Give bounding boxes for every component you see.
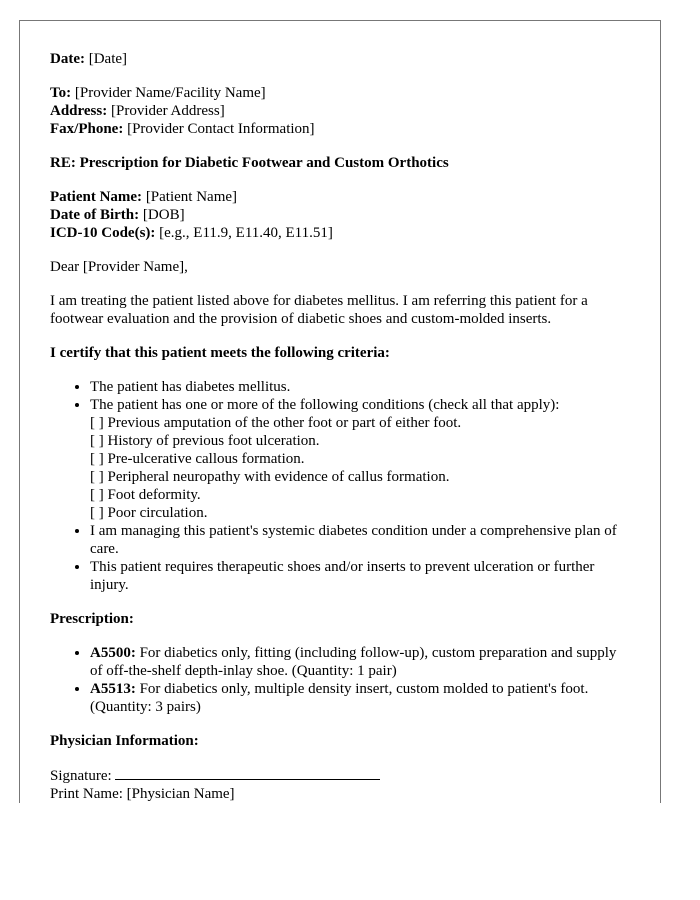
condition-callous: [ ] Pre-ulcerative callous formation. xyxy=(90,451,305,467)
letter-document xyxy=(19,20,661,803)
signature-line xyxy=(50,766,630,785)
condition-ulceration: [ ] History of previous foot ulceration. xyxy=(90,433,320,449)
condition-deformity: [ ] Foot deformity. xyxy=(90,487,201,503)
fax-value: [Provider Contact Information] xyxy=(127,121,315,137)
icd-line xyxy=(50,224,630,242)
physician-heading xyxy=(50,732,630,750)
criteria-list xyxy=(50,378,630,594)
criteria-item-conditions xyxy=(90,396,630,522)
prescription-heading xyxy=(50,610,630,628)
intro-paragraph: I am treating the patient listed above for diabetes mellitus. I am referring this patient for a footwear evaluation and the provision of diabetic shoes and custom-molded inserts. xyxy=(50,293,588,327)
date-label: Date: xyxy=(50,51,85,67)
criteria-heading-text: I certify that this patient meets the following criteria: xyxy=(50,345,390,361)
criteria-item-requires: • This patient requires therapeutic shoes and/or inserts to prevent ulceration or further injury. xyxy=(90,558,630,594)
criteria-conditions-text: The patient has one or more of the following conditions (check all that apply): xyxy=(90,397,560,413)
prescription-item-a5513 xyxy=(90,680,630,716)
address-label: Address: xyxy=(50,103,108,119)
condition-amputation: [ ] Previous amputation of the other foot or part of either foot. xyxy=(90,415,462,431)
criteria-item-managing: • I am managing this patient's systemic diabetes condition under a comprehensive plan of care. xyxy=(90,522,630,558)
condition-neuropathy: [ ] Peripheral neuropathy with evidence of callus formation. xyxy=(90,469,450,485)
dob-label: Date of Birth: xyxy=(50,207,140,223)
address-line xyxy=(50,102,630,120)
fax-line xyxy=(50,120,630,138)
prescription-heading-text: Prescription: xyxy=(50,611,134,627)
icd-label: ICD-10 Code(s): xyxy=(50,225,156,241)
patient-name-line xyxy=(50,188,630,206)
subject-line xyxy=(50,154,630,172)
to-line xyxy=(50,84,630,102)
dob-value: [DOB] xyxy=(142,207,185,223)
condition-circulation: [ ] Poor circulation. xyxy=(90,505,208,521)
patient-name-label: Patient Name: xyxy=(50,189,143,205)
subject-text: RE: Prescription for Diabetic Footwear and Custom Orthotics xyxy=(50,155,449,171)
prescription-list xyxy=(50,644,630,716)
greeting: Dear [Provider Name], xyxy=(50,259,188,275)
icd-value: [e.g., E11.9, E11.40, E11.51] xyxy=(159,225,333,241)
date-line xyxy=(50,50,630,68)
physician-heading-text: Physician Information: xyxy=(50,733,199,749)
prescription-text-a5500: For diabetics only, fitting (including follow-up), custom preparation and supply of off-the-shelf depth-inlay shoe. (Quantity: 1 pair) xyxy=(90,645,617,679)
criteria-heading xyxy=(50,344,630,362)
prescription-code-a5500: A5500: xyxy=(90,645,136,661)
prescription-item-a5500 xyxy=(90,644,630,680)
date-value: [Date] xyxy=(88,51,128,67)
patient-block xyxy=(50,188,630,242)
condition-checklist xyxy=(90,414,630,522)
fax-label: Fax/Phone: xyxy=(50,121,124,137)
prescription-code-a5513: A5513: xyxy=(90,681,136,697)
physician-block xyxy=(50,766,630,803)
signature-label: Signature: xyxy=(50,768,116,784)
prescription-text-a5513: For diabetics only, multiple density insert, custom molded to patient's foot. (Quantity: 3 pairs) xyxy=(90,681,589,715)
to-value: [Provider Name/Facility Name] xyxy=(74,85,266,101)
dob-line xyxy=(50,206,630,224)
print-name-line: Print Name: [Physician Name] xyxy=(50,786,235,802)
address-value: [Provider Address] xyxy=(110,103,225,119)
patient-name-value: [Patient Name] xyxy=(145,189,238,205)
criteria-item-diabetes: • The patient has diabetes mellitus. xyxy=(90,378,630,396)
to-label: To: xyxy=(50,85,72,101)
signature-blank[interactable] xyxy=(115,766,380,780)
recipient-block xyxy=(50,84,630,138)
